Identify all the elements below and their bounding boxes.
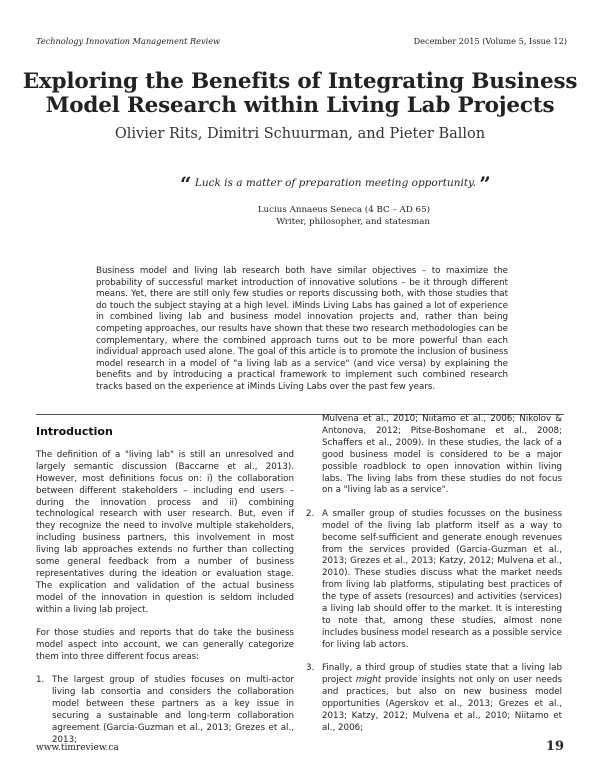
close-quote-mark: ”	[479, 172, 491, 196]
open-quote-mark: “	[180, 172, 192, 196]
list-item	[36, 675, 294, 746]
journal-name: Technology Innovation Management Review	[36, 36, 221, 46]
emphasis-might: might	[355, 675, 382, 686]
article-title	[0, 70, 600, 118]
list-item	[306, 509, 562, 652]
quote-text: Luck is a matter of preparation meeting opportunity.	[194, 177, 476, 189]
quote-author-role: Writer, philosopher, and statesman	[276, 217, 430, 227]
page-number: 19	[545, 739, 564, 754]
list-number: 2.	[306, 508, 315, 519]
list-number: 1.	[36, 675, 45, 686]
body-paragraph: The definition of a "living lab" is still an unresolved and largely semantic discussion (Baccarne et al., 2013). However, most definitions focus on: i) the collaboration between different stakeholders – including end users – during the innovation process and ii) combining technological research with user research. But, even if they recognize the need to involve multiple stakeholders, including business partners, this involvement in most living lab approaches extends no further than collecting some general feedback from a number of business representatives during the ideation or evaluation stage. The explication and validation of the actual business model of the innovation in question is seldom included within a living lab project.	[36, 449, 294, 615]
epigraph-quote	[180, 172, 491, 196]
quote-author: Lucius Annaeus Seneca (4 BC – AD 65)	[257, 205, 430, 215]
list-item	[306, 663, 562, 734]
list-item-text: The largest group of studies focuses on multi-actor living lab consortia and considers the collaboration model between these partners as a key issue in securing a sustainable and long-term collaboration agreement (Garcia-Guzman et al., 2013; Grezes et al., 2013;	[52, 675, 294, 745]
list-item-continuation: Mulvena et al., 2010; Niitamo et al., 2006; Nikolov & Antonova, 2012; Pitse-Boshomane et al., 2008; Schaffers et al., 2009). In these studies, the lack of a good business model is considered to be a major possible roadblock to open innovation within living labs. The living labs from these studies do not focus on a "living lab as a service".	[322, 414, 562, 496]
right-column	[306, 414, 562, 746]
focus-areas-list-continued	[306, 509, 562, 735]
list-number: 3.	[306, 663, 315, 674]
body-paragraph: For those studies and reports that do take the business model aspect into account, we can generally categorize them into three different focus areas:	[36, 628, 294, 662]
title-line-2: Model Research within Living Lab Projects	[45, 93, 555, 118]
list-item-text-b: provide insights not only on user needs and practices, but also on new business model opportunities (Agerskov et al., 2013; Grezes et al., 2013; Katzy, 2012; Mulvena et al., 2010; Niitamo et al., 2006;	[322, 675, 562, 733]
abstract: Business model and living lab research both have similar objectives – to maximize the probability of successful market introduction of innovative solutions – be it through different means. Yet, there are still only few studies or reports discussing both, with those studies that do touch the subject staying at a high level. iMinds Living Labs has gained a lot of experience in combined living lab and business model innovation projects and, rather than being competing approaches, our results have shown that these two research methodologies can be complementary, where the combined approach turns out to be more powerful than each individual approach used alone. The goal of this article is to promote the inclusion of business model research in a model of "a living lab as a service" (and vice versa) by explaining the benefits and by introducing a practical framework to implement such combined research tracks based on the experience at iMinds Living Labs over the past few years.	[96, 266, 508, 392]
list-item-text: A smaller group of studies focusses on the business model of the living lab platform itself as a way to become self-sufficient and generate enough revenues from the services provided (Garcia-Guzman et al., 2013; Grezes et al., 2013; Katzy, 2012; Mulvena et al., 2010). These studies discuss what the market needs from living lab platforms, stipulating best practices of the type of assets (resources) and activities (services) a living lab should offer to the market. It is interesting to note that, among these studies, almost none includes business model research as a possible service for living lab actors.	[322, 508, 562, 650]
issue-info: December 2015 (Volume 5, Issue 12)	[413, 36, 567, 46]
quote-attribution	[258, 204, 430, 228]
left-column	[36, 414, 294, 758]
list-item-text-a: Finally, a third group of studies state that a living lab project	[322, 663, 562, 686]
section-heading-introduction: Introduction	[36, 425, 113, 438]
title-line-1: Exploring the Benefits of Integrating Business	[22, 69, 578, 94]
authors: Olivier Rits, Dimitri Schuurman, and Pieter Ballon	[114, 126, 486, 142]
footer-url: www.timreview.ca	[36, 743, 119, 753]
focus-areas-list	[36, 675, 294, 746]
